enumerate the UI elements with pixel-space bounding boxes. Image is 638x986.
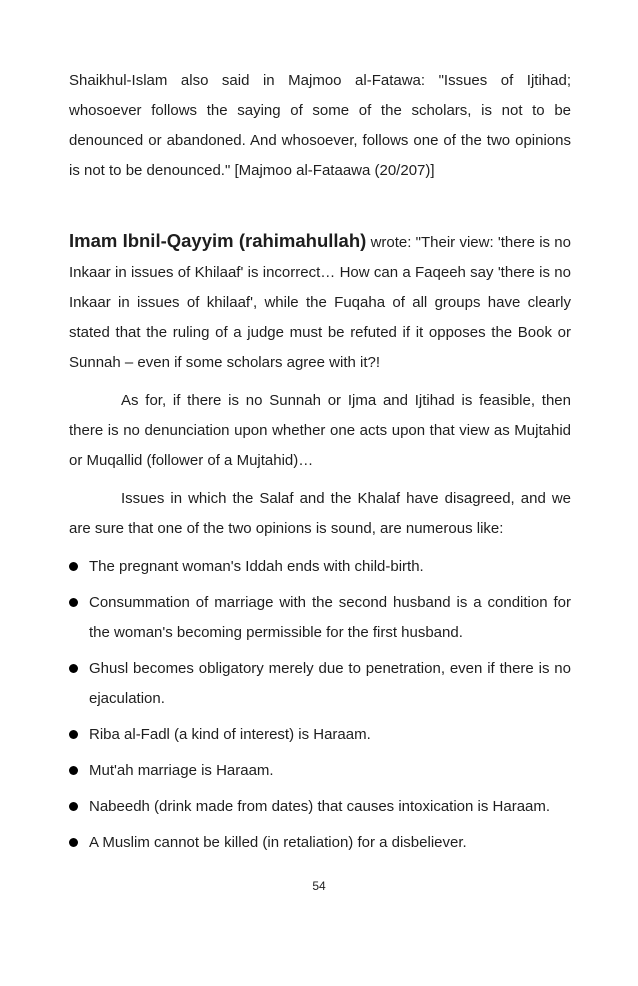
- list-item-text: A Muslim cannot be killed (in retaliation) for a disbeliever.: [89, 834, 467, 851]
- document-page: [69, 66, 571, 864]
- list-item: [69, 720, 571, 750]
- list-item-text: Consummation of marriage with the second husband is a condition for the woman's becoming permissible for the first husband.: [89, 594, 571, 641]
- bullet-icon: [69, 598, 78, 607]
- bullet-icon: [69, 838, 78, 847]
- paragraph-issues-intro: Issues in which the Salaf and the Khalaf have disagreed, and we are sure that one of the two opinions is sound, are numerous like:: [69, 490, 571, 537]
- list-item: [69, 588, 571, 648]
- ibnil-qayyim-heading: Imam Ibnil-Qayyim (rahimahullah): [69, 230, 367, 251]
- issues-list: [69, 552, 571, 858]
- bullet-icon: [69, 766, 78, 775]
- list-item-text: Nabeedh (drink made from dates) that causes intoxication is Haraam.: [89, 798, 551, 815]
- list-item: [69, 828, 571, 858]
- paragraph-majmoo-quote: Shaikhul-Islam also said in Majmoo al-Fatawa: "Issues of Ijtihad; whosoever follows the saying of some of the scholars, is not to be denounced or abandoned. And whosoever, follows one of the two opinions is not to be denounced." [Majmoo al-Fataawa (20/207)]: [69, 72, 571, 179]
- paragraph-no-sunnah: As for, if there is no Sunnah or Ijma and Ijtihad is feasible, then there is no denunciation upon whether one acts upon that view as Mujtahid or Muqallid (follower of a Mujtahid)…: [69, 392, 571, 469]
- bullet-icon: [69, 562, 78, 571]
- list-item-text: Mut'ah marriage is Haraam.: [89, 762, 274, 779]
- list-item: [69, 552, 571, 582]
- page-number: 54: [312, 879, 326, 893]
- list-item: [69, 756, 571, 786]
- paragraph-ibnil-qayyim: [69, 226, 571, 378]
- bullet-icon: [69, 664, 78, 673]
- list-item: [69, 792, 571, 822]
- list-item-text: Ghusl becomes obligatory merely due to penetration, even if there is no ejaculation.: [89, 660, 571, 707]
- ibnil-qayyim-text: wrote: "Their view: 'there is no Inkaar in issues of Khilaaf' is incorrect… How can a Faqeeh say 'there is no Inkaar in issues of khilaaf', while the Fuqaha of all groups have clearly stated that the ruling of a judge must be refuted if it opposes the Book or Sunnah – even if some scholars agree with it?!: [69, 234, 571, 371]
- bullet-icon: [69, 730, 78, 739]
- bullet-icon: [69, 802, 78, 811]
- list-item-text: The pregnant woman's Iddah ends with child-birth.: [89, 558, 424, 575]
- list-item-text: Riba al-Fadl (a kind of interest) is Haraam.: [89, 726, 371, 743]
- list-item: [69, 654, 571, 714]
